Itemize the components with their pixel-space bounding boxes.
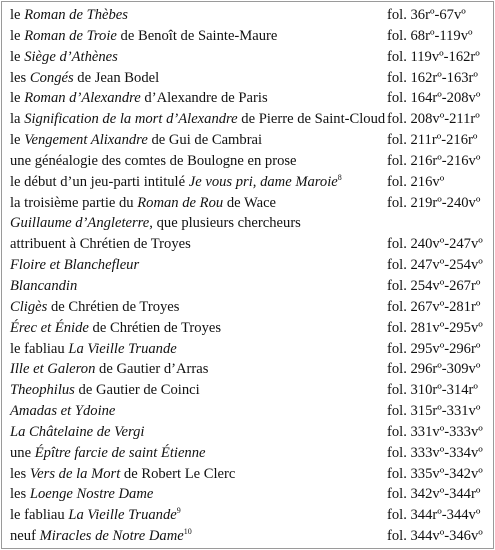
content-row	[2, 505, 493, 526]
work-title: Roman de Rou	[137, 194, 224, 211]
footnote-marker: 9	[176, 506, 181, 516]
content-row	[2, 422, 493, 443]
description-text: attribuent à Chrétien de Troyes	[10, 236, 191, 253]
description-text: les	[10, 465, 30, 482]
work-description	[2, 339, 387, 360]
content-row	[2, 443, 493, 464]
work-title: Vers de la Mort	[29, 465, 121, 482]
work-description	[2, 109, 387, 130]
folio-range: fol. 162rº-163rº	[387, 69, 478, 86]
content-row	[2, 47, 493, 68]
folio-range: fol. 208vº-211rº	[387, 111, 480, 128]
work-description	[2, 401, 387, 422]
work-title: Vengement Alixandre	[24, 132, 148, 149]
work-description	[2, 484, 387, 505]
work-description	[2, 255, 387, 276]
description-text: les	[10, 486, 30, 503]
folio-range: fol. 296rº-309vº	[387, 361, 481, 378]
description-text: le	[10, 132, 25, 149]
work-description	[2, 422, 387, 443]
description-text: le fabliau	[10, 340, 69, 357]
contents-table	[2, 2, 493, 547]
description-text: le	[10, 48, 25, 65]
manuscript-contents-page	[1, 1, 494, 549]
description-text: le fabliau	[10, 507, 69, 524]
description-text: , que plusieurs chercheurs	[149, 215, 301, 232]
description-text: les	[10, 69, 30, 86]
work-description	[2, 2, 387, 26]
content-row	[2, 193, 493, 214]
work-description	[2, 68, 387, 89]
description-text: de Benoît de Sainte-Maure	[116, 27, 278, 44]
content-row	[2, 109, 493, 130]
work-title: Cligès	[10, 298, 48, 315]
folio-range: fol. 240vº-247vº	[387, 236, 483, 253]
work-title: Miracles de Notre Dame	[39, 528, 184, 545]
description-text: une généalogie des comtes de Boulogne en prose	[10, 152, 297, 169]
work-title: Roman d’Alexandre	[24, 90, 141, 107]
work-title: Je vous pri, dame Maroie	[188, 173, 338, 190]
content-row	[2, 401, 493, 422]
folio-range: fol. 216vº	[387, 173, 445, 190]
content-row	[2, 297, 493, 318]
work-description	[2, 359, 387, 380]
work-description	[2, 213, 387, 255]
description-text: une	[10, 444, 35, 461]
work-title: Érec et Énide	[10, 319, 89, 336]
work-title: Blancandin	[10, 277, 78, 294]
content-row	[2, 318, 493, 339]
folio-range: fol. 281vº-295vº	[387, 319, 483, 336]
work-title: Signification de la mort d’Alexandre	[24, 111, 238, 128]
description-text: neuf	[10, 528, 40, 545]
work-description	[2, 47, 387, 68]
folio-range: fol. 331vº-333vº	[387, 423, 483, 440]
description-text: de Chrétien de Troyes	[47, 298, 180, 315]
content-row	[2, 213, 493, 255]
folio-range: fol. 295vº-296rº	[387, 340, 481, 357]
description-text: la	[10, 111, 25, 128]
work-title: La Châtelaine de Vergi	[10, 423, 145, 440]
folio-range: fol. 36rº-67vº	[387, 7, 466, 23]
folio-range: fol. 344vº-346vº	[387, 528, 483, 545]
folio-range: fol. 310rº-314rº	[387, 382, 478, 399]
work-title: Congés	[29, 69, 74, 86]
work-title: Amadas et Ydoine	[10, 403, 116, 420]
content-row	[2, 255, 493, 276]
folio-range: fol. 344rº-344vº	[387, 507, 481, 524]
description-text: le	[10, 90, 25, 107]
description-text: d’Alexandre de Paris	[140, 90, 268, 107]
work-description	[2, 464, 387, 485]
content-row	[2, 88, 493, 109]
content-row	[2, 339, 493, 360]
content-row	[2, 172, 493, 193]
work-description	[2, 172, 387, 193]
description-text: la troisième partie du	[10, 194, 138, 211]
content-row	[2, 359, 493, 380]
description-text: le début d’un jeu-parti intitulé	[10, 173, 189, 190]
work-title: Épître farcie de saint Étienne	[34, 444, 206, 461]
work-title: Loenge Nostre Dame	[29, 486, 154, 503]
folio-range: fol. 119vº-162rº	[387, 48, 480, 65]
folio-range: fol. 247vº-254vº	[387, 257, 483, 274]
work-title: Roman de Thèbes	[24, 7, 128, 23]
content-row	[2, 2, 493, 26]
description-text: de Wace	[223, 194, 277, 211]
folio-range: fol. 164rº-208vº	[387, 90, 481, 107]
folio-range: fol. 254vº-267rº	[387, 277, 481, 294]
description-text: le	[10, 7, 25, 23]
content-row	[2, 484, 493, 505]
work-description	[2, 193, 387, 214]
work-title: Siège d’Athènes	[24, 48, 118, 65]
content-row	[2, 526, 493, 547]
work-title: La Vieille Truande	[68, 340, 177, 357]
content-row	[2, 380, 493, 401]
work-description	[2, 151, 387, 172]
contents-rows	[2, 2, 493, 547]
folio-range: fol. 267vº-281rº	[387, 298, 481, 315]
work-description	[2, 88, 387, 109]
work-description	[2, 443, 387, 464]
description-text: de Pierre de Saint-Cloud	[237, 111, 386, 128]
description-text: de Robert Le Clerc	[120, 465, 236, 482]
description-text: de Jean Bodel	[73, 69, 160, 86]
work-description	[2, 526, 387, 547]
work-title: Theophilus	[10, 382, 75, 399]
content-row	[2, 276, 493, 297]
description-text: le	[10, 27, 25, 44]
content-row	[2, 464, 493, 485]
content-row	[2, 130, 493, 151]
description-text: de Gautier de Coinci	[74, 382, 200, 399]
work-title: La Vieille Truande	[68, 507, 177, 524]
work-description	[2, 276, 387, 297]
work-description	[2, 26, 387, 47]
work-description	[2, 505, 387, 526]
folio-range: fol. 216rº-216vº	[387, 152, 481, 169]
work-description	[2, 318, 387, 339]
description-text: de Chrétien de Troyes	[88, 319, 222, 336]
folio-range: fol. 68rº-119vº	[387, 27, 473, 44]
footnote-marker: 8	[337, 172, 342, 182]
content-row	[2, 68, 493, 89]
work-title: Floire et Blanchefleur	[10, 257, 140, 274]
work-title: Ille et Galeron	[10, 361, 96, 378]
folio-range: fol. 342vº-344rº	[387, 486, 481, 503]
folio-range: fol. 219rº-240vº	[387, 194, 481, 211]
work-title: Roman de Troie	[24, 27, 117, 44]
footnote-marker: 10	[183, 527, 192, 537]
description-text: de Gui de Cambrai	[147, 132, 263, 149]
folio-range: fol. 333vº-334vº	[387, 444, 483, 461]
work-description	[2, 380, 387, 401]
content-row	[2, 151, 493, 172]
description-text: de Gautier d’Arras	[95, 361, 209, 378]
work-description	[2, 130, 387, 151]
work-description	[2, 297, 387, 318]
folio-range: fol. 315rº-331vº	[387, 403, 481, 420]
folio-range: fol. 335vº-342vº	[387, 465, 483, 482]
work-title: Guillaume d’Angleterre	[10, 215, 150, 232]
folio-range: fol. 211rº-216rº	[387, 132, 478, 149]
content-row	[2, 26, 493, 47]
